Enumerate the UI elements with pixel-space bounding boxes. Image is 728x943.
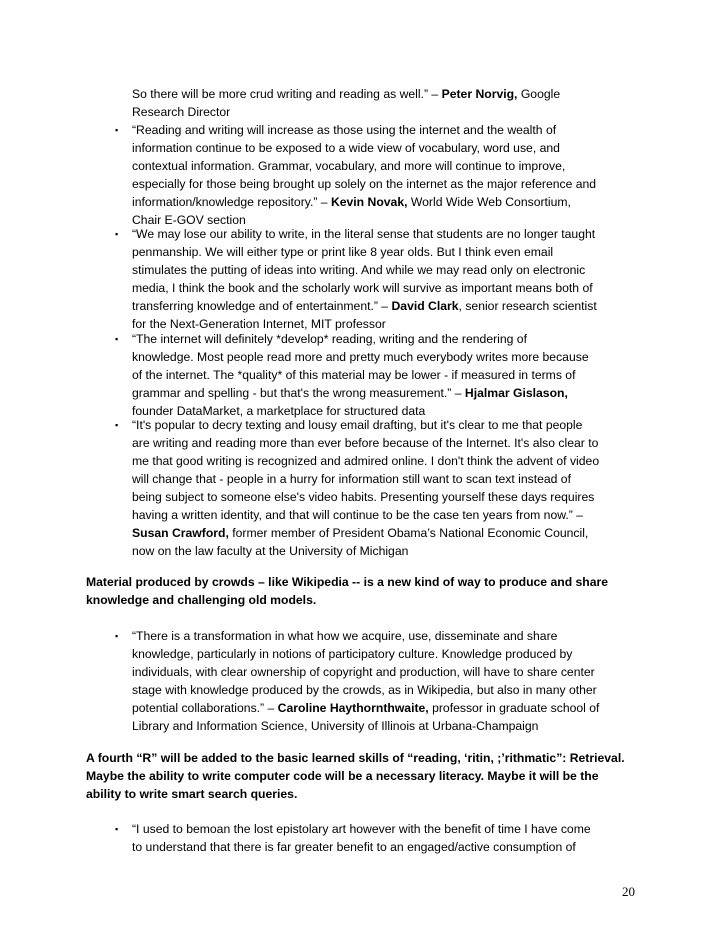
quote-line: me that good writing is recognized and admired online. I don't think the advent of video xyxy=(132,454,600,468)
quote-line: now on the law faculty at the University of Michigan xyxy=(132,544,409,558)
intro-line-2: Research Director xyxy=(132,105,231,119)
quote-line: are writing and reading more than ever before because of the Internet. It's also clear to xyxy=(132,436,599,450)
quote-line: especially for those being brought up solely on the internet as the major reference and xyxy=(132,177,597,191)
quote-line: having a written identity, and that will continue to be the case ten years from now.” – xyxy=(132,508,583,522)
quote-line: for the Next-Generation Internet, MIT professor xyxy=(132,317,386,331)
intro-line-1: So there will be more crud writing and reading as well.” – Peter Norvig, Google xyxy=(132,87,561,101)
bullet-icon: ▪ xyxy=(115,631,119,641)
quote-line: contextual information. Grammar, vocabulary, and more will continue to improve, xyxy=(132,159,566,173)
author-name: Peter Norvig, xyxy=(441,87,518,101)
quote-line: “It's popular to decry texting and lousy email drafting, but it's clear to me that people xyxy=(132,418,583,432)
quote-line: of the internet. The *quality* of this material may be lower - if measured in terms of xyxy=(132,368,576,382)
author-name: Caroline Haythornthwaite, xyxy=(277,701,429,715)
quote-line: knowledge. Most people read more and pretty much everybody writes more because xyxy=(132,350,589,364)
author-name: Kevin Novak, xyxy=(330,195,408,209)
bullet-icon: ▪ xyxy=(115,125,119,135)
bullet-icon: ▪ xyxy=(115,334,119,344)
bullet-icon: ▪ xyxy=(115,420,119,430)
quote-attribution: information/knowledge repository.” – Kevin Novak, World Wide Web Consortium, xyxy=(132,195,571,209)
quote-line: “We may lose our ability to write, in the literal sense that students are no longer taught xyxy=(132,227,596,241)
quote-line: Chair E-GOV section xyxy=(132,213,246,227)
quote-line: penmanship. We will either type or print like 8 year olds. But I think even email xyxy=(132,245,554,259)
author-name: Hjalmar Gislason, xyxy=(464,386,568,400)
quote-line: individuals, with clear ownership of copyright and production, will have to share center xyxy=(132,665,595,679)
quote-attribution: Susan Crawford, former member of President Obama’s National Economic Council, xyxy=(132,526,589,540)
quote-line: founder DataMarket, a marketplace for structured data xyxy=(132,404,426,418)
quote-line: information continue to be exposed to a wide view of vocabulary, word use, and xyxy=(132,141,560,155)
quote-line: “Reading and writing will increase as those using the internet and the wealth of xyxy=(132,123,557,137)
quote-line: media, I think the book and the scholarly work will survive as important means both of xyxy=(132,281,593,295)
bullet-icon: ▪ xyxy=(115,824,119,834)
section-heading: ability to write smart search queries. xyxy=(86,787,298,801)
section-heading: Maybe the ability to write computer code will be a necessary literacy. Maybe it will be the xyxy=(86,769,599,783)
section-heading: Material produced by crowds – like Wikipedia -- is a new kind of way to produce and share xyxy=(86,575,609,589)
quote-line: knowledge, particularly in notions of participatory culture. Knowledge produced by xyxy=(132,647,573,661)
quote-line: will change that - people in a hurry for information still want to scan text instead of xyxy=(132,472,571,486)
quote-line: “There is a transformation in what how we acquire, use, disseminate and share xyxy=(132,629,558,643)
quote-attribution: grammar and spelling - but that's the wrong measurement.” – Hjalmar Gislason, xyxy=(132,386,568,400)
quote-line: being subject to someone else's video habits. Presenting yourself these days requires xyxy=(132,490,595,504)
section-heading: knowledge and challenging old models. xyxy=(86,593,317,607)
quote-line: stimulates the putting of ideas into writing. And while we may read only on electronic xyxy=(132,263,586,277)
author-name: David Clark xyxy=(391,299,459,313)
author-name: Susan Crawford, xyxy=(132,526,229,540)
page-number: 20 xyxy=(622,884,635,899)
quote-line: to understand that there is far greater benefit to an engaged/active consumption of xyxy=(132,840,576,854)
bullet-icon: ▪ xyxy=(115,229,119,239)
quote-line: stage with knowledge produced by the crowds, as in Wikipedia, but also in many other xyxy=(132,683,597,697)
section-heading: A fourth “R” will be added to the basic learned skills of “reading, ‘ritin, ;’rithmatic”: Retrieval. xyxy=(86,751,625,765)
quote-line: Library and Information Science, University of Illinois at Urbana-Champaign xyxy=(132,719,539,733)
quote-attribution: transferring knowledge and of entertainment.” – David Clark, senior research scientist xyxy=(132,299,597,313)
quote-line: “The internet will definitely *develop* reading, writing and the rendering of xyxy=(132,332,527,346)
quote-line: “I used to bemoan the lost epistolary art however with the benefit of time I have come xyxy=(132,822,591,836)
quote-attribution: potential collaborations.” – Caroline Haythornthwaite, professor in graduate school of xyxy=(132,701,600,715)
